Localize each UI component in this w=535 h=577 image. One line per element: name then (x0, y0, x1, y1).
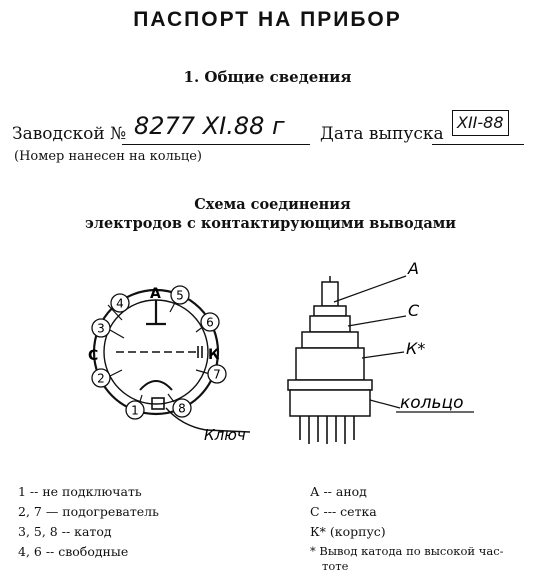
release-date-stamp: XII-88 (452, 110, 509, 136)
pin-4 (111, 294, 129, 312)
anode-letter: А (150, 286, 161, 302)
scheme-title-line2: электродов с контактирующими выводами (84, 215, 457, 232)
pin-7-number: 7 (213, 367, 221, 382)
pin-2-number: 2 (97, 371, 105, 386)
tube-anode-label: А (408, 259, 419, 278)
factory-number-value: 8277 XI.88 г (134, 112, 285, 140)
release-date-underline (432, 144, 524, 145)
legend-right-4: * Вывод катода по высокой час- (310, 544, 504, 558)
pin-6-number: 6 (206, 315, 214, 330)
page-title: ПАСПОРТ НА ПРИБОР (133, 8, 402, 31)
section-heading: 1. Общие сведения (183, 68, 352, 86)
pin-1 (126, 401, 144, 419)
release-date-label: Дата выпуска (320, 124, 444, 144)
pin-3 (92, 319, 110, 337)
scheme-title-line1: Схема соединения (194, 196, 351, 213)
legend-right-5: тоте (322, 559, 349, 573)
pin-1-number: 1 (131, 403, 139, 418)
legend-left-2: 2, 7 — подогреватель (18, 504, 159, 519)
pin-8-number: 8 (178, 401, 186, 416)
pin-8 (173, 399, 191, 417)
legend-left-4: 4, 6 -- свободные (18, 544, 129, 559)
legend-right-1: А -- анод (310, 484, 367, 499)
pin-2 (92, 369, 110, 387)
pin-3-number: 3 (97, 321, 105, 336)
legend-right-3: К* (корпус) (310, 524, 386, 539)
pin-4-number: 4 (116, 296, 124, 311)
pin-6 (201, 313, 219, 331)
factory-number-label: Заводской № (12, 124, 127, 144)
factory-number-underline (122, 144, 310, 145)
tube-cathode-label: К* (406, 339, 426, 358)
pin-5-number: 5 (176, 288, 184, 303)
tube-ring-label: кольцо (400, 393, 464, 413)
tube-grid-label: С (408, 301, 420, 320)
pin-7 (208, 365, 226, 383)
legend-left-3: 3, 5, 8 -- катод (18, 524, 112, 539)
number-note: (Номер нанесен на кольце) (14, 149, 202, 164)
legend-left-1: 1 -- не подключать (18, 484, 142, 499)
pin-5 (171, 286, 189, 304)
cathode-letter: К (208, 347, 220, 363)
socket-pinout-diagram (70, 280, 275, 450)
tube-side-view-diagram (278, 258, 478, 458)
grid-letter: С (88, 348, 99, 364)
legend-right-2: С --- сетка (310, 504, 377, 519)
key-label: Ключ (204, 426, 246, 444)
